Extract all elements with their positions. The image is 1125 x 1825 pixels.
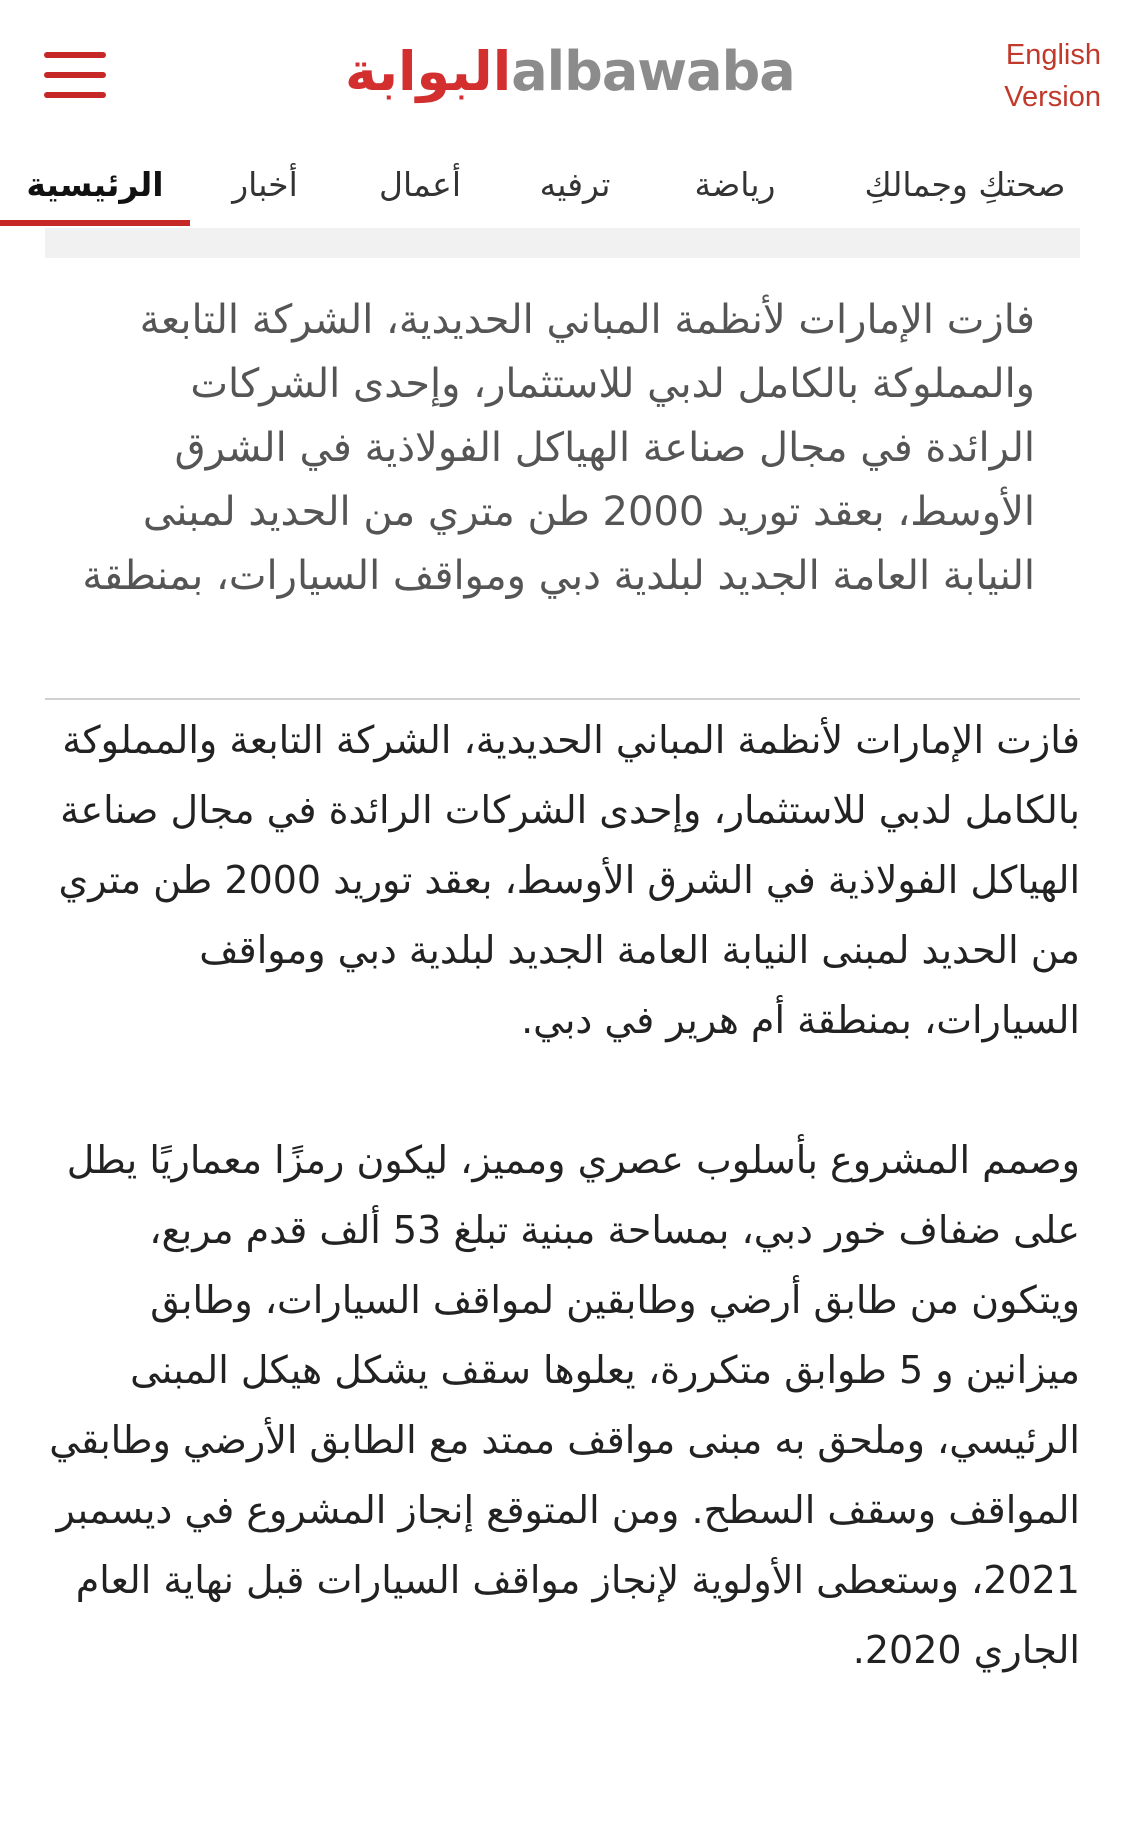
banner-placeholder [45,228,1080,258]
article-body [45,705,1080,1685]
tab-home[interactable]: الرئيسية [26,165,164,204]
tab-entertainment[interactable]: ترفيه [539,165,611,204]
site-logo[interactable] [345,32,795,112]
article-paragraph: وصمم المشروع بأسلوب عصري ومميز، ليكون رمزًا معماريًا يطل على ضفاف خور دبي، بمساحة مبنية تبلغ 53 ألف قدم مربع، ويتكون من طابق أرضي وطابقين لمواقف السيارات، وطابق ميزانين و 5 طوابق متكررة، يعلوها سقف يشكل هيكل المبنى الرئيسي، وملحق به مبنى مواقف ممتد مع الطابق الأرضي وطابقي المواقف وسقف السطح. ومن المتوقع إنجاز المشروع في ديسمبر 2021، وستعطى الأولوية لإنجاز مواقف السيارات قبل نهاية العام الجاري 2020. [49,1138,1080,1672]
app-header [0,0,1125,140]
english-version-line1: English [1005,39,1101,71]
english-version-line2: Version [1004,81,1101,113]
category-nav [0,150,1125,228]
english-version-link[interactable] [961,34,1101,118]
menu-bar [44,72,106,78]
tab-health-beauty[interactable]: صحتكِ وجمالكِ [864,165,1066,204]
active-tab-indicator [0,220,190,226]
hamburger-menu-icon[interactable] [44,52,106,98]
summary-divider [45,698,1080,700]
article-summary: فازت الإمارات لأنظمة المباني الحديدية، الشركة التابعة والمملوكة بالكامل لدبي للاستثمار، وإحدى الشركات الرائدة في مجال صناعة الهياكل الفولاذية في الشرق الأوسط، بعقد توريد 2000 طن متري من الحديد لمبنى النيابة العامة الجديد لبلدية دبي ومواقف السيارات، بمنطقة [82,297,1035,599]
article-paragraph: فازت الإمارات لأنظمة المباني الحديدية، الشركة التابعة والمملوكة بالكامل لدبي للاستثمار، وإحدى الشركات الرائدة في مجال صناعة الهياكل الفولاذية في الشرق الأوسط، بعقد توريد 2000 طن متري من الحديد لمبنى النيابة العامة الجديد لبلدية دبي ومواقف السيارات، بمنطقة أم هرير في دبي. [58,718,1080,1042]
logo-arabic: البوابة [345,40,512,103]
menu-bar [44,52,106,58]
tab-news[interactable]: أخبار [232,165,298,204]
menu-bar [44,92,106,98]
tab-sports[interactable]: رياضة [694,165,776,204]
tab-business[interactable]: أعمال [379,165,461,204]
logo-english: albawaba [511,40,795,103]
